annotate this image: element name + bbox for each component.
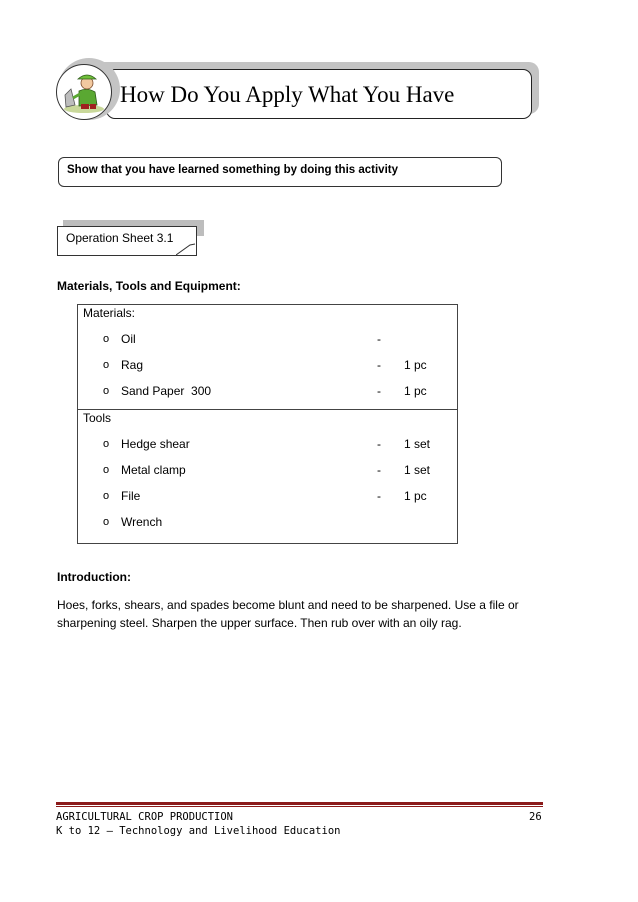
introduction-body xyxy=(57,596,557,632)
bullet-icon: o xyxy=(103,359,110,371)
item-dash: - xyxy=(377,384,381,398)
item-dash: - xyxy=(377,332,381,346)
item-name: Sand Paper 300 xyxy=(121,384,212,398)
item-qty: 1 set xyxy=(404,463,431,477)
materials-heading: Materials, Tools and Equipment: xyxy=(57,279,241,293)
item-qty: 1 set xyxy=(404,437,431,451)
item-name: Oil xyxy=(121,332,136,346)
page-number: 26 xyxy=(529,811,542,823)
tools-header: Tools xyxy=(83,411,112,425)
item-dash: - xyxy=(377,489,381,503)
footer-rule xyxy=(56,802,543,805)
item-dash: - xyxy=(377,437,381,451)
bullet-icon: o xyxy=(103,385,110,397)
bullet-icon: o xyxy=(103,516,110,528)
bullet-icon: o xyxy=(103,464,110,476)
bullet-icon: o xyxy=(103,438,110,450)
bullet-icon: o xyxy=(103,490,110,502)
operation-sheet-label: Operation Sheet 3.1 xyxy=(66,231,174,245)
introduction-line: Hoes, forks, shears, and spades become blunt and need to be sharpened. Use a file or xyxy=(57,598,519,612)
item-name: Metal clamp xyxy=(121,463,186,477)
item-dash: - xyxy=(377,463,381,477)
table-divider xyxy=(77,409,457,410)
footer-program: K to 12 – Technology and Livelihood Education xyxy=(56,825,341,837)
page-fold-icon xyxy=(176,236,196,256)
introduction-line: sharpening steel. Sharpen the upper surface. Then rub over with an oily rag. xyxy=(57,616,462,630)
item-dash: - xyxy=(377,358,381,372)
page-title: How Do You Apply What You Have xyxy=(120,82,455,107)
introduction-heading: Introduction: xyxy=(57,570,131,584)
footer-course-title: AGRICULTURAL CROP PRODUCTION xyxy=(56,811,234,823)
footer-rule-thin xyxy=(56,806,543,807)
item-name: Rag xyxy=(121,358,144,372)
materials-header: Materials: xyxy=(83,306,136,320)
item-name: File xyxy=(121,489,141,503)
item-qty: 1 pc xyxy=(404,384,427,398)
farmer-emblem-icon xyxy=(56,64,112,120)
item-qty: 1 pc xyxy=(404,358,427,372)
item-name: Wrench xyxy=(121,515,163,529)
instruction-text: Show that you have learned something by doing this activity xyxy=(67,164,398,176)
item-name: Hedge shear xyxy=(121,437,190,451)
bullet-icon: o xyxy=(103,333,110,345)
item-qty: 1 pc xyxy=(404,489,427,503)
